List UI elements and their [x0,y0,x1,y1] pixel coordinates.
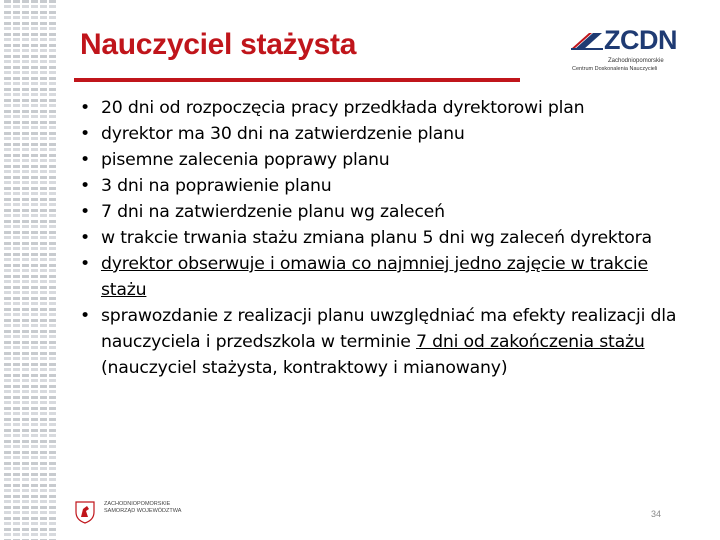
decorative-sidebar [0,0,58,540]
zcdn-logo [568,26,686,74]
bullet-item [78,147,678,173]
bullet-item [78,121,678,147]
footer-line-1: ZACHODNIOPOMORSKIE [104,501,171,507]
bullet-text: 20 dni od rozpoczęcia pracy przedkłada dyrektorowi plan [101,98,585,118]
slide-title: Nauczyciel stażysta [80,28,357,61]
bullet-text: sprawozdanie z realizacji planu uwzględniać ma efekty realizacji dla nauczyciela i przedszkola w terminie [101,306,677,352]
bullet-text: dyrektor obserwuje i omawia co najmniej jedno zajęcie w trakcie stażu [101,254,648,300]
logo-stripes-icon [571,31,603,51]
bullet-item [78,303,678,381]
bullet-text: pisemne zalecenia poprawy planu [101,150,390,170]
page-number: 34 [651,509,662,519]
bullet-item [78,199,678,225]
bullet-text: 3 dni na poprawienie planu [101,176,332,196]
bullet-item [78,251,678,303]
bullet-item [78,225,678,251]
title-underline [74,78,520,82]
bullet-item [78,173,678,199]
bullet-text: w trakcie trwania stażu zmiana planu 5 dni wg zaleceń dyrektora [101,228,652,248]
bullet-text: 7 dni od zakończenia stażu [416,332,645,352]
logo-subtitle-2: Centrum Doskonalenia Nauczycieli [572,66,658,72]
footer-caption [104,501,194,514]
footer-line-2: SAMORZĄD WOJEWÓDZTWA [104,507,182,514]
bullet-list [78,95,678,381]
bullet-text: 7 dni na zatwierdzenie planu wg zaleceń [101,202,445,222]
bullet-text: dyrektor ma 30 dni na zatwierdzenie planu [101,124,465,144]
bullet-item [78,95,678,121]
logo-subtitle-1: Zachodniopomorskie [608,58,664,64]
logo-text: ZCDN [604,25,677,55]
bullet-text: (nauczyciel stażysta, kontraktowy i mianowany) [101,358,508,378]
griffin-emblem-icon [74,500,96,524]
